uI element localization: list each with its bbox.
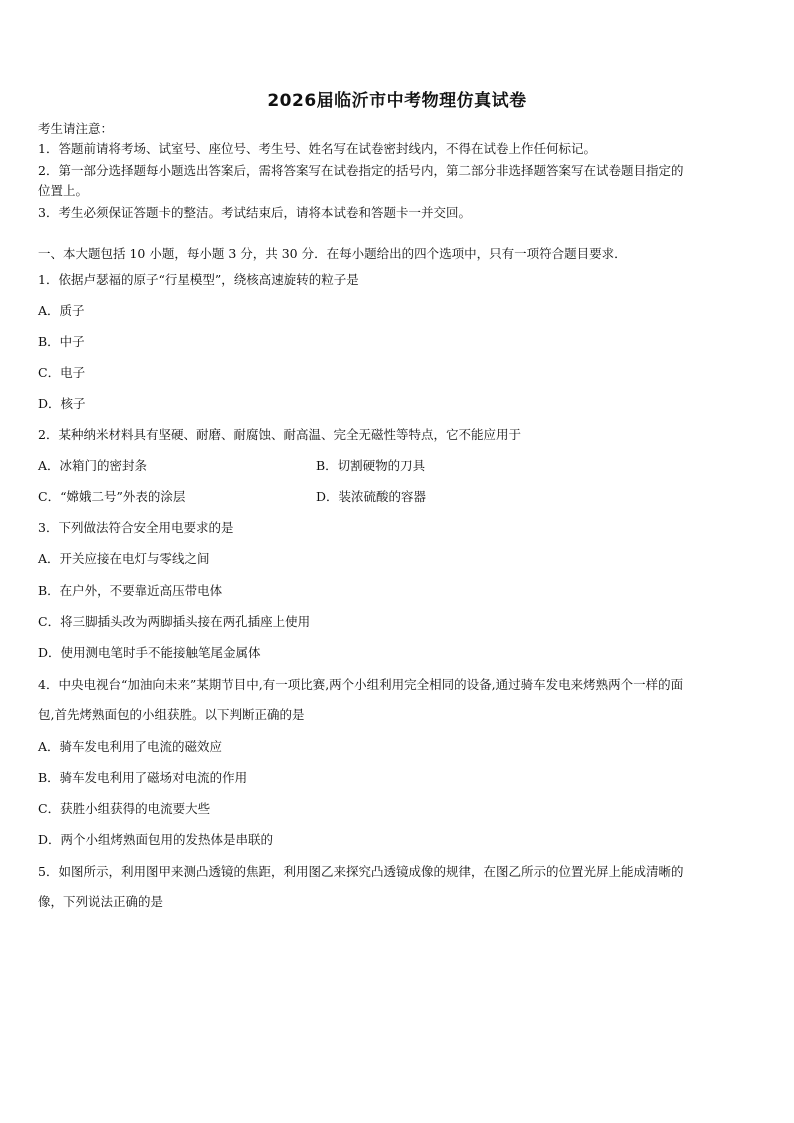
question-4-option-b: B．骑车发电利用了磁场对电流的作用 bbox=[38, 770, 248, 785]
question-1-option-d: D．核子 bbox=[38, 396, 86, 411]
notice-item-2-continued: 位置上。 bbox=[38, 183, 89, 198]
question-3-stem: 3．下列做法符合安全用电要求的是 bbox=[38, 520, 234, 535]
question-2-option-b: B．切割硬物的刀具 bbox=[316, 458, 426, 473]
notice-item-1: 1．答题前请将考场、试室号、座位号、考生号、姓名写在试卷密封线内，不得在试卷上作任何标记。 bbox=[38, 141, 596, 156]
question-2-option-d: D．装浓硫酸的容器 bbox=[316, 489, 427, 504]
question-1-option-b: B．中子 bbox=[38, 334, 85, 349]
question-4-stem: 4．中央电视台“加油向未来”某期节目中,有一项比赛,两个小组利用完全相同的设备,通过骑车发电来烤熟两个一样的面 bbox=[38, 677, 684, 692]
question-2-stem: 2．某种纳米材料具有坚硬、耐磨、耐腐蚀、耐高温、完全无磁性等特点，它不能应用于 bbox=[38, 427, 521, 442]
question-1-option-a: A．质子 bbox=[38, 303, 85, 318]
question-1-stem: 1．依据卢瑟福的原子“行星模型”，绕核高速旋转的粒子是 bbox=[38, 272, 359, 287]
question-3-option-b: B．在户外，不要靠近高压带电体 bbox=[38, 583, 223, 598]
section-heading: 一、本大题包括 10 小题，每小题 3 分，共 30 分．在每小题给出的四个选项中，只有一项符合题目要求． bbox=[38, 246, 627, 261]
question-4-option-a: A．骑车发电利用了电流的磁效应 bbox=[38, 739, 223, 754]
question-2-option-a: A．冰箱门的密封条 bbox=[38, 458, 148, 473]
question-4-stem-continued: 包,首先烤熟面包的小组获胜。以下判断正确的是 bbox=[38, 707, 305, 722]
question-5-stem-continued: 像，下列说法正确的是 bbox=[38, 894, 164, 909]
question-1-option-c: C．电子 bbox=[38, 365, 86, 380]
notice-item-2: 2．第一部分选择题每小题选出答案后，需将答案写在试卷指定的括号内，第二部分非选择题答案写在试卷题目指定的 bbox=[38, 163, 684, 178]
notice-item-3: 3．考生必须保证答题卡的整洁。考试结束后，请将本试卷和答题卡一并交回。 bbox=[38, 205, 471, 220]
question-2-option-c: C．“嫦娥二号”外表的涂层 bbox=[38, 489, 186, 504]
question-4-option-c: C．获胜小组获得的电流要大些 bbox=[38, 801, 211, 816]
question-4-option-d: D．两个小组烤熟面包用的发热体是串联的 bbox=[38, 832, 274, 847]
question-3-option-a: A．开关应接在电灯与零线之间 bbox=[38, 551, 210, 566]
exam-title: 2026届临沂市中考物理仿真试卷 bbox=[267, 91, 527, 111]
notice-heading: 考生请注意： bbox=[38, 121, 114, 136]
question-3-option-d: D．使用测电笔时手不能接触笔尾金属体 bbox=[38, 645, 261, 660]
question-3-option-c: C．将三脚插头改为两脚插头接在两孔插座上使用 bbox=[38, 614, 311, 629]
question-5-stem: 5．如图所示，利用图甲来测凸透镜的焦距，利用图乙来探究凸透镜成像的规律，在图乙所示的位置光屏上能成清晰的 bbox=[38, 864, 684, 879]
